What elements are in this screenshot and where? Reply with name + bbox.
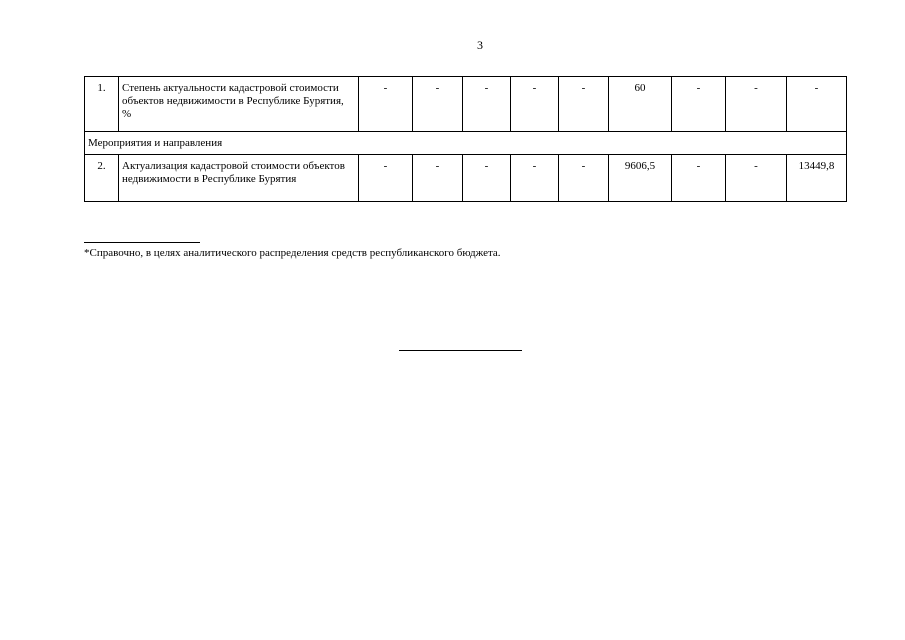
table-cell: - — [559, 77, 609, 132]
table-cell: - — [559, 155, 609, 202]
footnote: *Справочно, в целях аналитического распределения средств республиканского бюджета. — [84, 247, 501, 259]
table-cell: - — [463, 155, 511, 202]
table-cell: - — [511, 155, 559, 202]
section-title: Мероприятия и направления — [85, 132, 847, 155]
table-row — [85, 155, 847, 202]
table-cell: 13449,8 — [787, 155, 847, 202]
table-cell: - — [726, 155, 787, 202]
table-cell: 60 — [609, 77, 672, 132]
table-cell: - — [359, 155, 413, 202]
table-cell: 9606,5 — [609, 155, 672, 202]
row-name: Актуализация кадастровой стоимости объектов недвижимости в Республике Бурятия — [119, 155, 359, 202]
table-cell: - — [511, 77, 559, 132]
indicators-table — [84, 76, 847, 202]
table-cell: - — [726, 77, 787, 132]
row-number: 1. — [85, 77, 119, 132]
footnote-divider — [84, 242, 200, 243]
table-cell: - — [413, 77, 463, 132]
page-number: 3 — [477, 38, 483, 52]
table-cell: - — [672, 77, 726, 132]
section-row — [85, 132, 847, 155]
end-divider — [399, 350, 522, 351]
row-name: Степень актуальности кадастровой стоимости объектов недвижимости в Республике Бурятия, % — [119, 77, 359, 132]
table-cell: - — [413, 155, 463, 202]
row-number: 2. — [85, 155, 119, 202]
table-cell: - — [787, 77, 847, 132]
table-cell: - — [672, 155, 726, 202]
table-cell: - — [463, 77, 511, 132]
table-row — [85, 77, 847, 132]
table-cell: - — [359, 77, 413, 132]
